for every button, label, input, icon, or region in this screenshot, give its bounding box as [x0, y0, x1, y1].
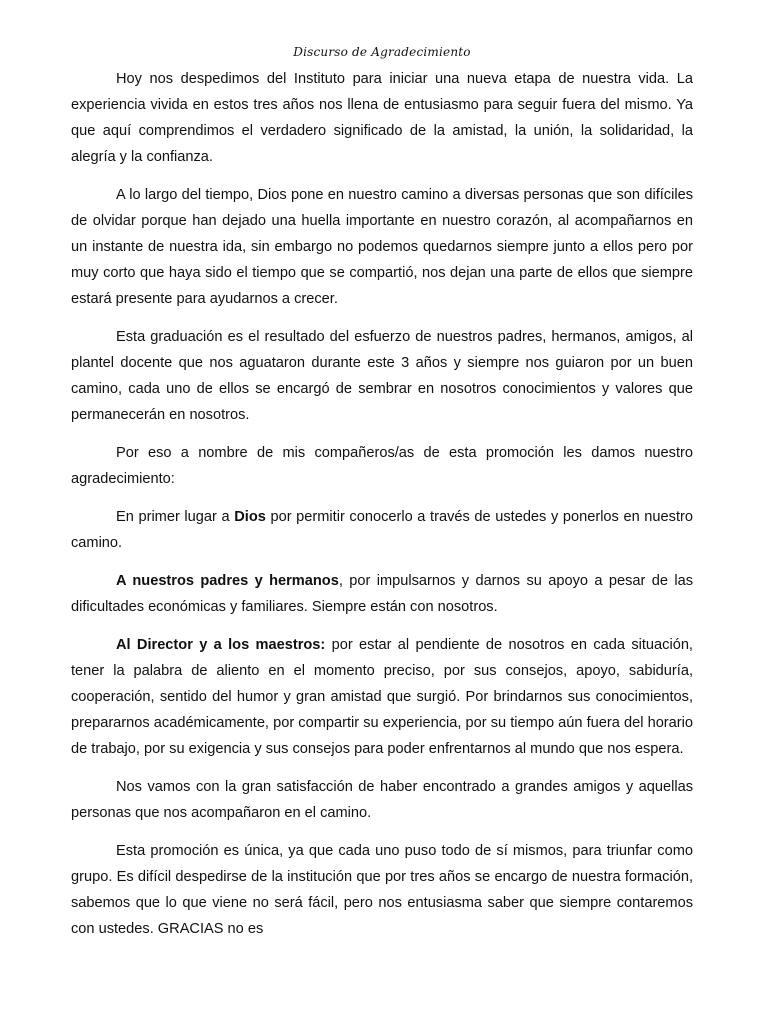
document-page [71, 40, 693, 954]
paragraph-5 [71, 504, 693, 556]
paragraph-7-rest: por estar al pendiente de nosotros en cada situación, tener la palabra de aliento en el momento preciso, por sus consejos, apoyo, sabiduría, cooperación, sentido del humor y gran amistad que surgió. Por brindarnos sus conocimientos, prepararnos académicamente, por compartir su experiencia, por su tiempo aún fuera del horario de trabajo, por su exigencia y sus consejos para poder enfrentarnos al mundo que nos espera. [71, 637, 693, 757]
paragraph-5-bold: Dios [234, 509, 266, 525]
paragraph-7 [71, 632, 693, 762]
paragraph-3: Esta graduación es el resultado del esfuerzo de nuestros padres, hermanos, amigos, al plantel docente que nos aguataron durante este 3 años y siempre nos guiaron por un buen camino, cada uno de ellos se encargó de sembrar en nosotros conocimientos y valores que permanecerán en nosotros. [71, 329, 693, 423]
paragraph-5-lead: En primer lugar a [116, 509, 235, 525]
paragraph-9: Esta promoción es única, ya que cada uno puso todo de sí mismos, para triunfar como grupo. Es difícil despedirse de la institución que por tres años se encargo de nuestra formación, sabemos que lo que viene no será fácil, pero nos entusiasma saber que siempre contaremos con ustedes. GRACIAS no es [71, 843, 693, 937]
paragraph-5-rest: por permitir conocerlo a través de ustedes y ponerlos en nuestro camino. [71, 509, 693, 551]
paragraph-6-rest: , por impulsarnos y darnos su apoyo a pesar de las dificultades económicas y familiares. Siempre están con nosotros. [71, 573, 693, 615]
paragraph-2: A lo largo del tiempo, Dios pone en nuestro camino a diversas personas que son difíciles de olvidar porque han dejado una huella importante en nuestro corazón, al acompañarnos en un instante de nuestra ida, sin embargo no podemos quedarnos siempre junto a ellos pero por muy corto que haya sido el tiempo que se compartió, nos dejan una parte de ellos que siempre estará presente para ayudarnos a crecer. [71, 187, 693, 307]
paragraph-4: Por eso a nombre de mis compañeros/as de esta promoción les damos nuestro agradecimiento: [71, 445, 693, 487]
paragraph-7-bold: Al Director y a los maestros: [116, 637, 326, 653]
paragraph-8: Nos vamos con la gran satisfacción de haber encontrado a grandes amigos y aquellas personas que nos acompañaron en el camino. [71, 779, 693, 821]
document-title: Discurso de Agradecimiento [293, 45, 471, 59]
paragraph-6 [71, 568, 693, 620]
paragraph-6-bold: A nuestros padres y hermanos [116, 573, 339, 589]
paragraph-1: Hoy nos despedimos del Instituto para iniciar una nueva etapa de nuestra vida. La experiencia vivida en estos tres años nos llena de entusiasmo para seguir fuera del mismo. Ya que aquí comprendimos el verdadero significado de la amistad, la unión, la solidaridad, la alegría y la confianza. [71, 71, 693, 165]
